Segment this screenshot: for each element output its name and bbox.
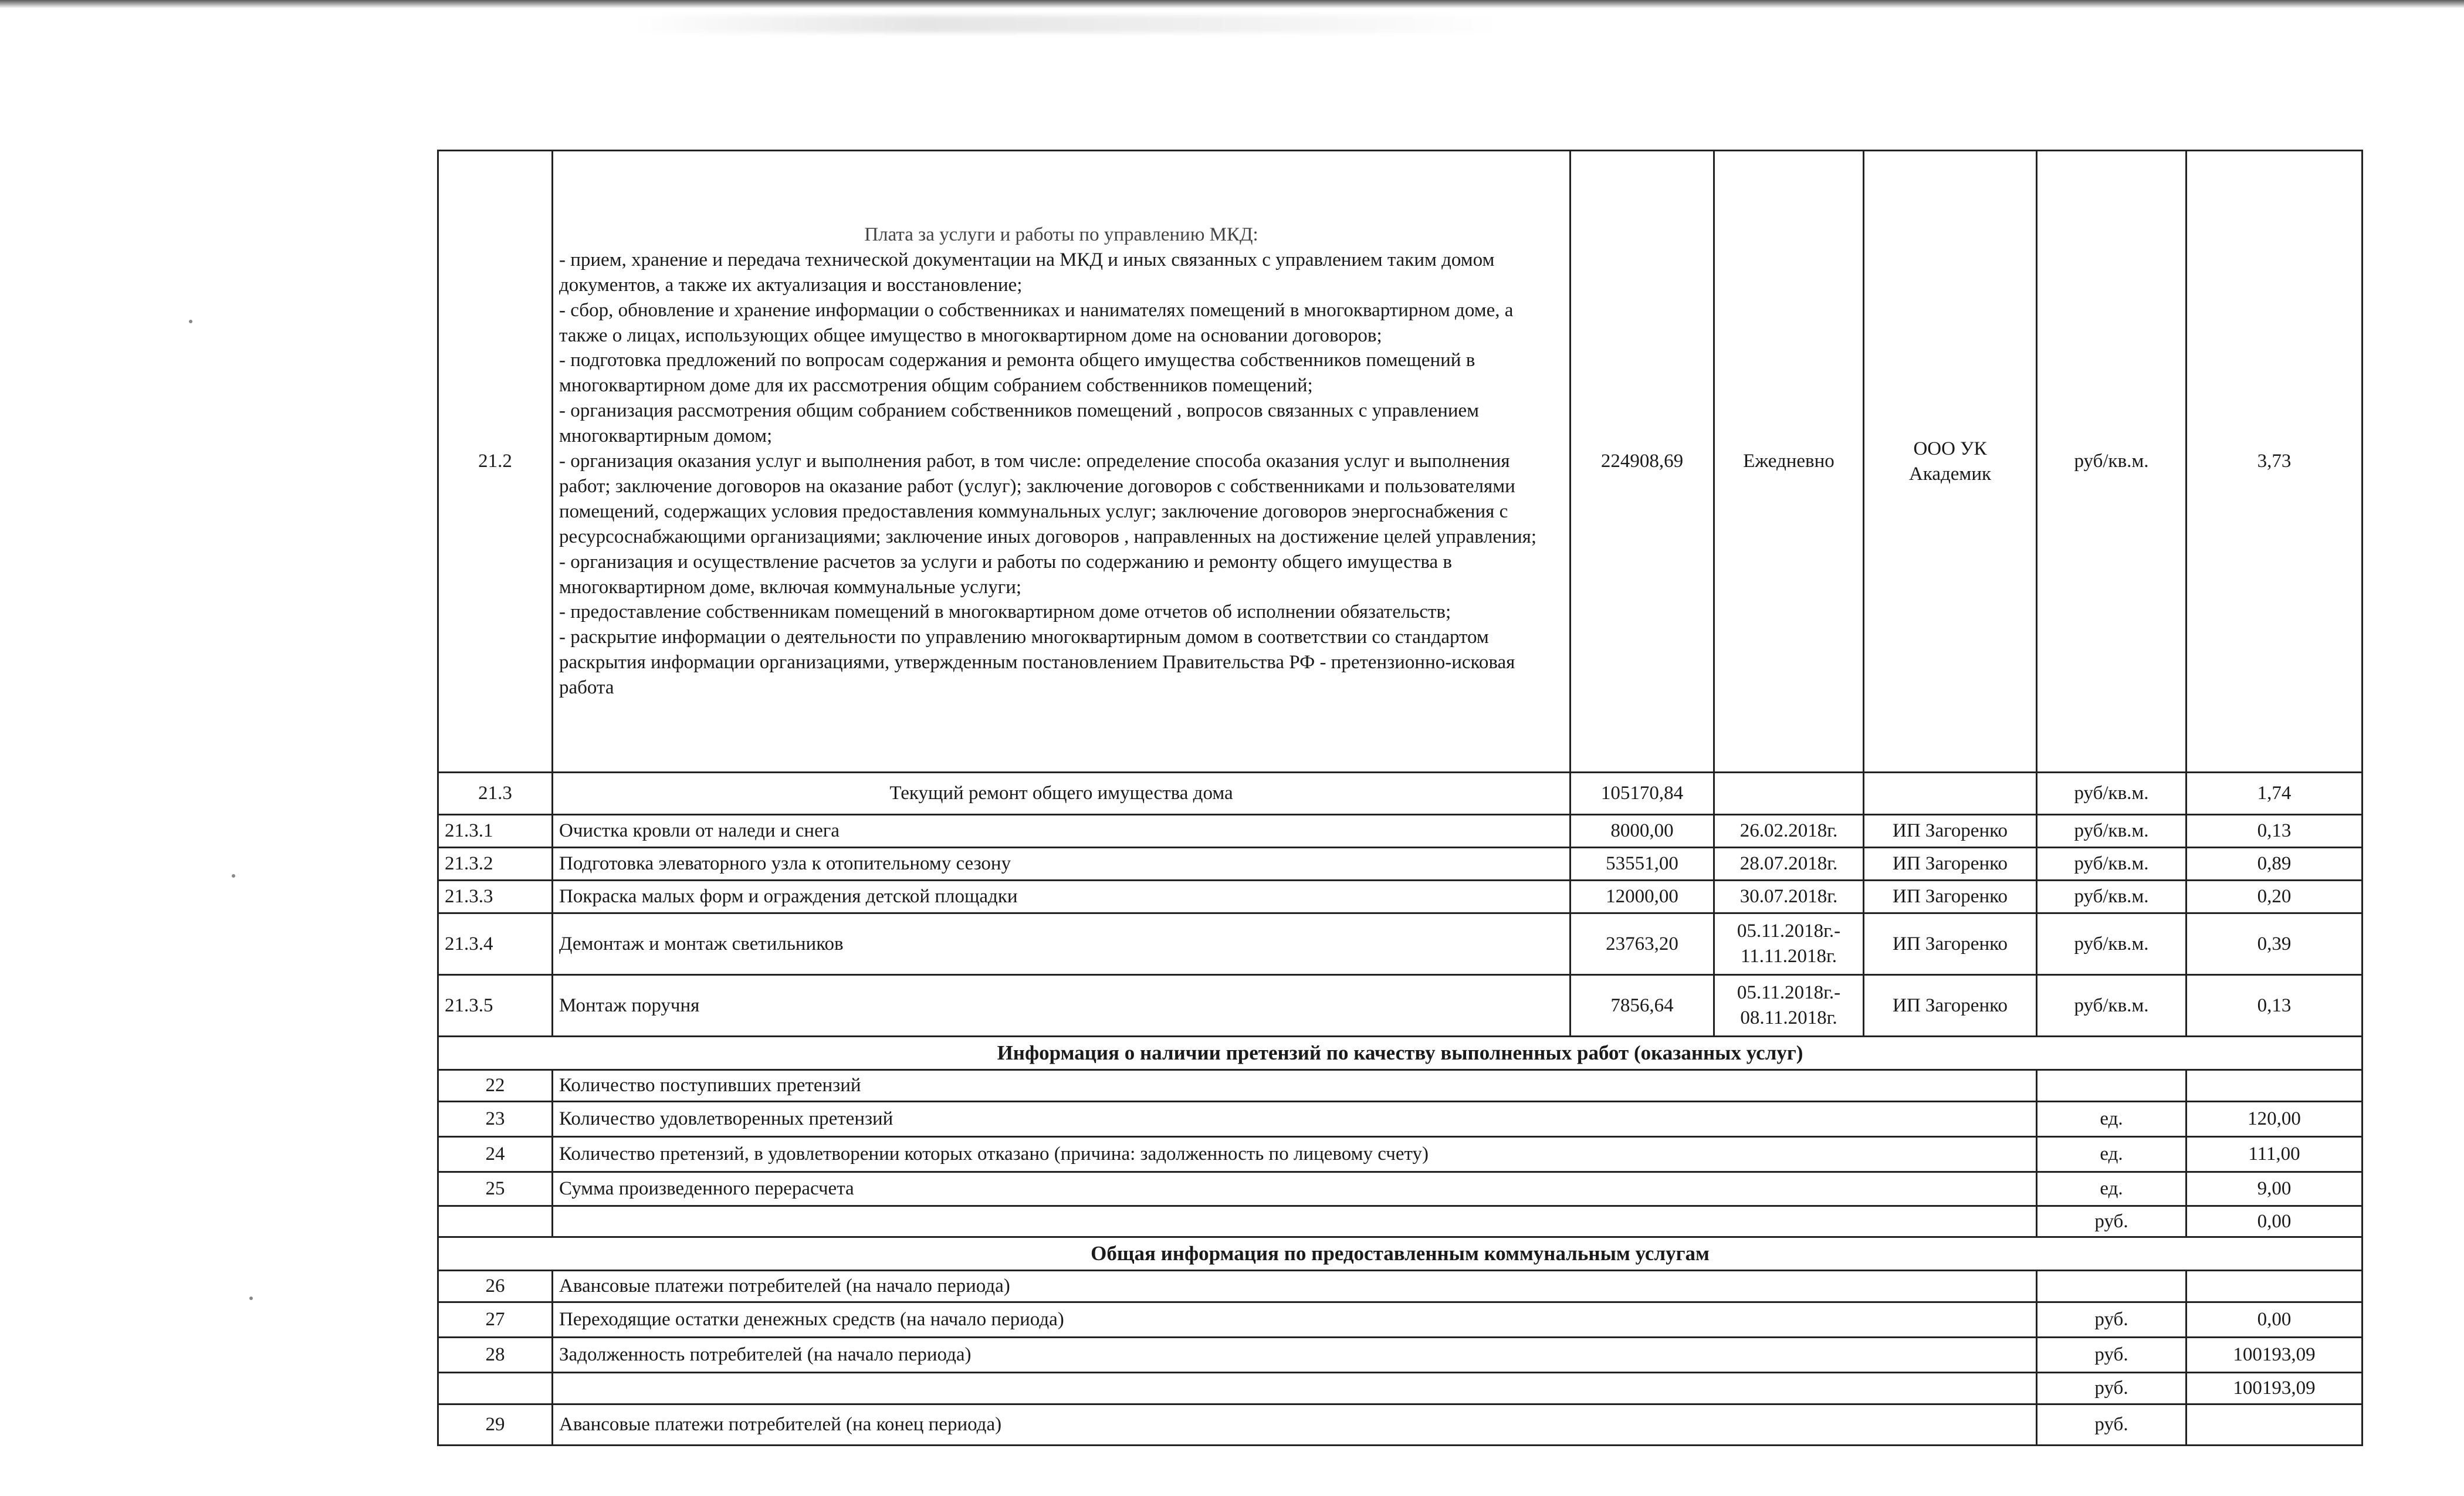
contractor-cell: ИП Загоренко bbox=[1864, 815, 2037, 848]
table-row-claims bbox=[438, 1206, 2363, 1237]
row-number: 23 bbox=[438, 1101, 553, 1136]
unit-cell bbox=[2037, 1270, 2187, 1302]
table-row-utilities bbox=[438, 1302, 2363, 1337]
unit-cell: ед. bbox=[2037, 1101, 2187, 1136]
row-number: 24 bbox=[438, 1136, 553, 1172]
row-number: 21.3.1 bbox=[438, 815, 553, 848]
row-name: Авансовые платежи потребителей (на конец периода) bbox=[553, 1404, 2037, 1445]
unit-cell: руб. bbox=[2037, 1302, 2187, 1337]
contractor-cell: ИП Загоренко bbox=[1864, 975, 2037, 1037]
row-number: 26 bbox=[438, 1270, 553, 1302]
row-number: 21.3 bbox=[438, 773, 553, 815]
scan-speck bbox=[232, 874, 235, 878]
table-row-utilities bbox=[438, 1270, 2363, 1302]
row-name: Монтаж поручня bbox=[553, 975, 1571, 1037]
row-number: 21.3.4 bbox=[438, 913, 553, 975]
table-row-utilities bbox=[438, 1404, 2363, 1445]
value-cell bbox=[2187, 1069, 2363, 1101]
report-table bbox=[437, 150, 2363, 1446]
row-name: Количество поступивших претензий bbox=[553, 1069, 2037, 1101]
management-line: - предоставление собственникам помещений в многоквартирном доме отчетов об исполнении обязательств; bbox=[559, 601, 1451, 623]
amount-cell: 12000,00 bbox=[1571, 881, 1714, 913]
management-line: - организация и осуществление расчетов за услуги и работы по содержанию и ремонту общего имущества в многоквартирном доме, включая коммунальные услуги; bbox=[559, 551, 1452, 598]
management-line: - прием, хранение и передача технической документации на МКД и иных связанных с управлением таким домом документов, а также их актуализация и восстановление; bbox=[559, 249, 1495, 296]
row-name: Количество претензий, в удовлетворении которых отказано (причина: задолженность по лицевому счету) bbox=[553, 1136, 2037, 1172]
rate-cell: 0,89 bbox=[2187, 848, 2363, 881]
row-name: Подготовка элеваторного узла к отопительному сезону bbox=[553, 848, 1571, 881]
row-number: 27 bbox=[438, 1302, 553, 1337]
unit-cell: руб. bbox=[2037, 1404, 2187, 1445]
management-description bbox=[553, 151, 1571, 773]
scan-speck bbox=[189, 320, 192, 323]
row-name: Демонтаж и монтаж светильников bbox=[553, 913, 1571, 975]
section-title: Информация о наличии претензий по качеству выполненных работ (оказанных услуг) bbox=[438, 1037, 2363, 1070]
contractor-cell: ИП Загоренко bbox=[1864, 913, 2037, 975]
value-cell bbox=[2187, 1404, 2363, 1445]
rate-cell: 1,74 bbox=[2187, 773, 2363, 815]
amount-cell: 53551,00 bbox=[1571, 848, 1714, 881]
amount-cell: 8000,00 bbox=[1571, 815, 1714, 848]
unit-cell bbox=[2037, 1069, 2187, 1101]
table-row-repair bbox=[438, 913, 2363, 975]
table-row-utilities bbox=[438, 1372, 2363, 1404]
value-cell: 100193,09 bbox=[2187, 1337, 2363, 1372]
value-cell: 100193,09 bbox=[2187, 1372, 2363, 1404]
amount-cell: 224908,69 bbox=[1571, 151, 1714, 773]
management-line: - подготовка предложений по вопросам содержания и ремонта общего имущества собственников помещений в многоквартирном доме для их рассмотрения общим собранием собственников помещений; bbox=[559, 350, 1475, 397]
date-cell: 30.07.2018г. bbox=[1714, 881, 1864, 913]
table-row-repair bbox=[438, 881, 2363, 913]
date-cell: 26.02.2018г. bbox=[1714, 815, 1864, 848]
row-name: Текущий ремонт общего имущества дома bbox=[553, 773, 1571, 815]
unit-cell: ед. bbox=[2037, 1136, 2187, 1172]
contractor-cell bbox=[1864, 773, 2037, 815]
contractor-cell: ИП Загоренко bbox=[1864, 881, 2037, 913]
management-title: Плата за услуги и работы по управлению МКД: bbox=[864, 224, 1258, 246]
table-row-repair bbox=[438, 848, 2363, 881]
unit-cell: руб/кв.м. bbox=[2037, 151, 2187, 773]
rate-cell: 0,13 bbox=[2187, 975, 2363, 1037]
row-number: 21.3.5 bbox=[438, 975, 553, 1037]
value-cell: 120,00 bbox=[2187, 1101, 2363, 1136]
period-cell: Ежедневно bbox=[1714, 151, 1864, 773]
row-name: Задолженность потребителей (на начало периода) bbox=[553, 1337, 2037, 1372]
scan-speck bbox=[249, 1297, 253, 1300]
row-name: Переходящие остатки денежных средств (на начало периода) bbox=[553, 1302, 2037, 1337]
unit-cell: руб/кв.м. bbox=[2037, 815, 2187, 848]
row-number: 21.2 bbox=[438, 151, 553, 773]
row-number: 29 bbox=[438, 1404, 553, 1445]
row-number: 28 bbox=[438, 1337, 553, 1372]
unit-cell: руб/кв.м. bbox=[2037, 773, 2187, 815]
management-line: - организация рассмотрения общим собранием собственников помещений , вопросов связанных с управлением многоквартирным домом; bbox=[559, 400, 1480, 447]
row-name: Сумма произведенного перерасчета bbox=[553, 1172, 2037, 1206]
value-cell: 9,00 bbox=[2187, 1172, 2363, 1206]
unit-cell: руб/кв.м. bbox=[2037, 913, 2187, 975]
scan-smudge bbox=[634, 15, 1502, 33]
table-row-utilities bbox=[438, 1337, 2363, 1372]
amount-cell: 7856,64 bbox=[1571, 975, 1714, 1037]
table-row-management bbox=[438, 151, 2363, 773]
row-name: Очистка кровли от наледи и снега bbox=[553, 815, 1571, 848]
contractor-cell: ИП Загоренко bbox=[1864, 848, 2037, 881]
date-cell: 05.11.2018г.- 11.11.2018г. bbox=[1714, 913, 1864, 975]
scan-top-edge bbox=[0, 0, 2464, 8]
row-number bbox=[438, 1206, 553, 1237]
section-header-utilities bbox=[438, 1237, 2363, 1271]
table-row-repair bbox=[438, 773, 2363, 815]
value-cell bbox=[2187, 1270, 2363, 1302]
unit-cell: руб/кв.м. bbox=[2037, 848, 2187, 881]
row-number: 21.3.3 bbox=[438, 881, 553, 913]
value-cell: 0,00 bbox=[2187, 1206, 2363, 1237]
management-line: - сбор, обновление и хранение информации о собственниках и нанимателях помещений в многоквартирном доме, а также о лицах, использующих общее имущество в многоквартирном доме на основании договоров; bbox=[559, 299, 1514, 346]
row-name bbox=[553, 1206, 2037, 1237]
unit-cell: руб/кв.м. bbox=[2037, 881, 2187, 913]
value-cell: 111,00 bbox=[2187, 1136, 2363, 1172]
amount-cell: 23763,20 bbox=[1571, 913, 1714, 975]
row-number: 25 bbox=[438, 1172, 553, 1206]
date-cell bbox=[1714, 773, 1864, 815]
unit-cell: ед. bbox=[2037, 1172, 2187, 1206]
row-number bbox=[438, 1372, 553, 1404]
unit-cell: руб. bbox=[2037, 1372, 2187, 1404]
table-row-repair bbox=[438, 975, 2363, 1037]
table-row-claims bbox=[438, 1172, 2363, 1206]
row-name bbox=[553, 1372, 2037, 1404]
row-number: 21.3.2 bbox=[438, 848, 553, 881]
rate-cell: 0,20 bbox=[2187, 881, 2363, 913]
section-header-claims bbox=[438, 1037, 2363, 1070]
date-cell: 05.11.2018г.- 08.11.2018г. bbox=[1714, 975, 1864, 1037]
row-name: Авансовые платежи потребителей (на начало периода) bbox=[553, 1270, 2037, 1302]
value-cell: 0,00 bbox=[2187, 1302, 2363, 1337]
unit-cell: руб. bbox=[2037, 1206, 2187, 1237]
amount-cell: 105170,84 bbox=[1571, 773, 1714, 815]
rate-cell: 0,39 bbox=[2187, 913, 2363, 975]
table-row-claims bbox=[438, 1101, 2363, 1136]
row-name: Покраска малых форм и ограждения детской площадки bbox=[553, 881, 1571, 913]
row-name: Количество удовлетворенных претензий bbox=[553, 1101, 2037, 1136]
date-cell: 28.07.2018г. bbox=[1714, 848, 1864, 881]
table-row-claims bbox=[438, 1136, 2363, 1172]
rate-cell: 0,13 bbox=[2187, 815, 2363, 848]
row-number: 22 bbox=[438, 1069, 553, 1101]
unit-cell: руб. bbox=[2037, 1337, 2187, 1372]
section-title: Общая информация по предоставленным коммунальным услугам bbox=[438, 1237, 2363, 1271]
unit-cell: руб/кв.м. bbox=[2037, 975, 2187, 1037]
rate-cell: 3,73 bbox=[2187, 151, 2363, 773]
management-line: - раскрытие информации о деятельности по управлению многоквартирным домом в соответствии со стандартом раскрытия информации организациями, утвержденным постановлением Правительства РФ - претензионно-исковая работа bbox=[559, 627, 1515, 699]
table-row-claims bbox=[438, 1069, 2363, 1101]
management-line: - организация оказания услуг и выполнения работ, в том числе: определение способа оказания услуг и выполнения работ; заключение договоров на оказание работ (услуг); заключение договоров с собственниками и пользователями помещений, содержащих условия предоставления коммунальных услуг; заключение договоров энергоснабжения с ресурсоснабжающими организациями; заключение иных договоров , направленных на достижение целей управления; bbox=[559, 451, 1537, 547]
contractor-cell: ООО УК Академик bbox=[1864, 151, 2037, 773]
table-row-repair bbox=[438, 815, 2363, 848]
